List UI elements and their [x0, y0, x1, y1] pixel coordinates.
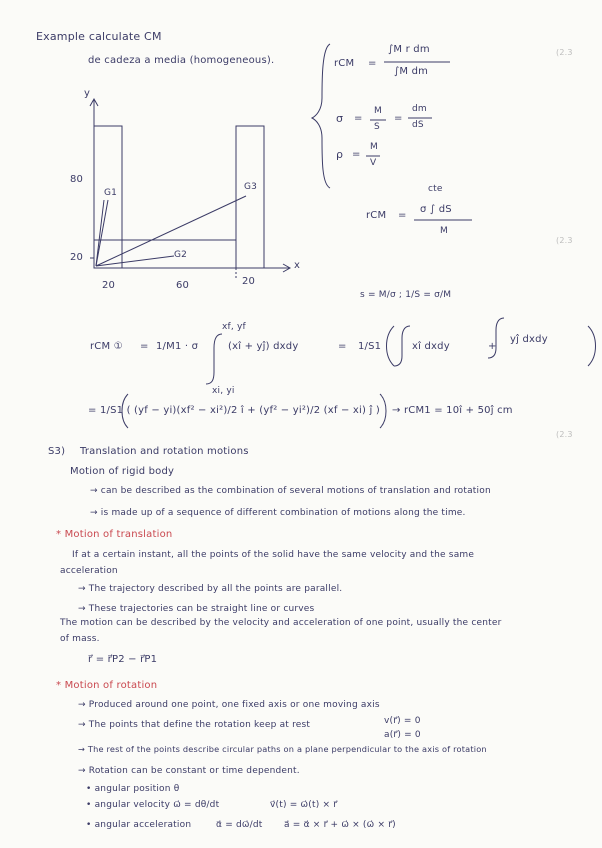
velocity-formula: v⃗(t) = ω⃗(t) × r⃗: [270, 800, 338, 810]
label-g1: G1: [104, 188, 118, 198]
rcm1-lhs: rCM ①: [90, 341, 123, 352]
rcm1-lim-top: xf, yf: [222, 322, 246, 332]
rcm1-coef: 1/M1 · σ: [156, 341, 199, 352]
rotation-item-2: → The rest of the points describe circular paths on a plane perpendicular to the axis of rotation: [78, 744, 487, 754]
margin-mark-1: (2.3: [556, 236, 573, 245]
angular-velocity: • angular velocity ω⃗ = dθ/dt: [86, 800, 220, 810]
y-axis-label: y: [84, 88, 91, 99]
y-tick-80: 80: [70, 174, 84, 185]
translation-para2: The motion can be described by the velocity and acceleration of one point, usually the center: [60, 618, 502, 628]
rcm1-term2: yĵ dxdy: [510, 334, 548, 345]
eq-2: =: [354, 113, 363, 124]
sigma-den: S: [374, 122, 380, 132]
angular-accel: • angular acceleration: [86, 820, 192, 830]
relation-s: s = M/σ ; 1/S = σ/M: [360, 290, 452, 300]
section-title: Translation and rotation motions: [80, 446, 249, 457]
rotation-item-1: → The points that define the rotation keep at rest: [78, 720, 311, 730]
paren-left-1: [387, 326, 395, 366]
sigma-num: M: [374, 106, 382, 116]
translation-para1b: acceleration: [60, 566, 118, 576]
sigma-symbol: σ: [336, 112, 344, 125]
translation-para2b: of mass.: [60, 634, 100, 644]
rcm1-integrand: (xî + yĵ) dxdy: [228, 341, 299, 352]
rho-num: M: [370, 142, 378, 152]
rho-den: V: [370, 158, 377, 168]
rcm1-term1: xî dxdy: [412, 341, 450, 352]
line2-formula: = 1/S1 ( (yf − yi)(xf² − xi²)/2 î + (yf² − yi²)/2 (xf − xi) ĵ ): [88, 405, 380, 416]
translation-para1: If at a certain instant, all the points of the solid have the same velocity and the same: [72, 550, 475, 560]
eq-5: =: [398, 210, 407, 221]
rest-v: v(r⃗) = 0: [384, 716, 421, 726]
x-tick-60: 60: [176, 280, 190, 291]
dm-num: dm: [412, 104, 427, 114]
eq-3: =: [394, 113, 403, 124]
curly-brace: [312, 44, 330, 188]
rcm-label: rCM: [334, 58, 355, 69]
rcm-denominator: ∫M dm: [394, 66, 429, 77]
y-tick-20: 20: [70, 252, 84, 263]
paren-right-2: [380, 394, 386, 428]
margin-mark-2: (2.3: [556, 430, 573, 439]
cte-label: cte: [428, 184, 443, 194]
rest-a: a(r⃗) = 0: [384, 730, 421, 740]
bullet-0: → can be described as the combination of several motions of translation and rotation: [90, 486, 491, 496]
accel-formula: a⃗ = α⃗ × r⃗ + ω⃗ × (ω⃗ × r⃗): [284, 820, 396, 830]
section-subtitle: Motion of rigid body: [70, 466, 175, 477]
rotation-heading: * Motion of rotation: [56, 680, 158, 691]
x-tick-20b: 20: [242, 276, 256, 287]
eq-7: =: [338, 341, 347, 352]
rcm-label-2: rCM: [366, 210, 387, 221]
example-subtitle: de cadeza a media (homogeneous).: [88, 55, 275, 66]
translation-formula: r⃗ = r⃗P2 − r⃗P1: [88, 654, 158, 665]
example-title: Example calculate CM: [36, 30, 162, 43]
translation-heading: * Motion of translation: [56, 529, 173, 540]
rotation-item-0: → Produced around one point, one fixed axis or one moving axis: [78, 700, 380, 710]
margin-mark-0: (2.3: [556, 48, 573, 57]
rcm2-den: M: [440, 226, 448, 236]
angular-position: • angular position θ: [86, 784, 180, 794]
rho-symbol: ρ: [336, 148, 344, 161]
rcm1-lim-bot: xi, yi: [212, 386, 235, 396]
label-g3: G3: [244, 182, 258, 192]
vector-g1: [96, 200, 108, 266]
integral-3: [488, 318, 504, 358]
ds-den: dS: [412, 120, 424, 130]
label-g2: G2: [174, 250, 188, 260]
vector-g3b: [96, 200, 104, 266]
line2-result: → rCM1 = 10î + 50ĵ cm: [392, 405, 513, 416]
translation-item-0: → The trajectory described by all the points are parallel.: [78, 584, 343, 594]
integral-2: [394, 326, 410, 366]
eq-1: =: [368, 58, 377, 69]
eq-6: =: [140, 341, 149, 352]
rcm1-coef2: 1/S1: [358, 341, 382, 352]
rcm-numerator: ∫M r dm: [388, 44, 430, 55]
x-axis-label: x: [294, 260, 301, 271]
right-bar: [236, 126, 264, 268]
integral-1: [206, 334, 222, 384]
x-tick-20a: 20: [102, 280, 116, 291]
section-number: S3): [48, 446, 66, 457]
rotation-item-3: → Rotation can be constant or time dependent.: [78, 766, 300, 776]
paren-right-1: [588, 326, 596, 366]
eq-4: =: [352, 149, 361, 160]
alpha-def: α⃗ = dω⃗/dt: [216, 820, 263, 830]
vector-g3: [96, 196, 246, 266]
bullet-1: → is made up of a sequence of different combination of motions along the time.: [90, 508, 466, 518]
rcm1-plus: +: [488, 341, 497, 352]
translation-item-1: → These trajectories can be straight line or curves: [78, 604, 315, 614]
sigma-integral: σ ∫ dS: [420, 204, 452, 215]
